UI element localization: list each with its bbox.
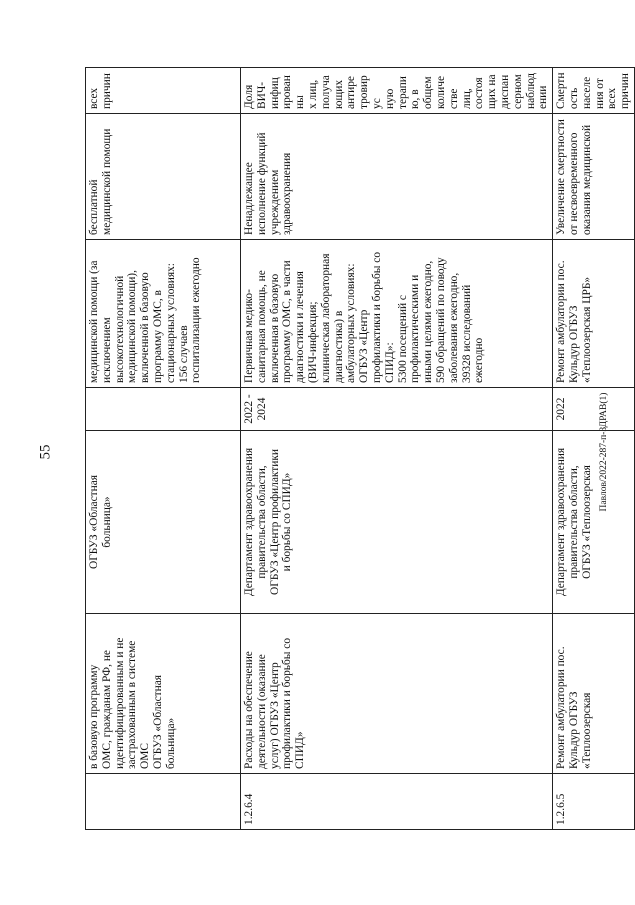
executor-text: ОГБУЗ «Теплоозерская — [580, 465, 593, 579]
risk-text: исполнение функций — [255, 132, 268, 235]
measure-number-cell — [86, 774, 241, 830]
period-cell — [86, 388, 241, 431]
measure-text: в базовую программу — [88, 664, 100, 769]
result-text: 590 обращений по поводу — [434, 257, 447, 383]
executor-text: правительства области, — [567, 465, 580, 579]
year-text: 2022 - — [243, 394, 255, 424]
result-text: (ВИЧ-инфекция; — [306, 301, 319, 383]
result-text: СПИД»: — [383, 342, 396, 383]
indicator-text: Смертность — [555, 72, 580, 109]
executor-text: ОГБУЗ «Центр профилактики — [268, 449, 281, 595]
executor-text: правительства области, — [255, 465, 268, 579]
risk-text: от несвоевременного — [567, 132, 580, 235]
risk-text: Увеличение смертности — [555, 119, 568, 235]
executor-text: Департамент здравоохранения — [555, 447, 568, 597]
indicator-text: всех причин — [606, 73, 632, 109]
measure-text: СПИД» — [294, 731, 307, 769]
measure-text: застрахованным в системе — [126, 640, 139, 769]
table-row — [86, 68, 241, 830]
measure-text: «Теплоозерская — [580, 692, 593, 769]
risk-cell — [86, 114, 241, 240]
risk-text: Ненадлежащее — [243, 162, 255, 235]
measure-text: Ремонт амбулатории пос. — [555, 646, 568, 769]
program-measures-table — [85, 67, 635, 830]
result-text: «Теплоозерская ЦРБ» — [580, 276, 593, 383]
measure-text: ОМС, гражданам РФ, не — [100, 650, 113, 769]
measure-text: деятельности (оказание — [255, 654, 268, 769]
executor-text: и борьбы со СПИД» — [281, 472, 294, 572]
indicator-text: общем — [422, 76, 435, 109]
result-text: клиническая лабораторная — [319, 253, 332, 383]
num-text: 1.2.6.5 — [555, 793, 568, 825]
indicator-text: Доля ВИЧ- — [243, 81, 268, 109]
risk-text: оказания медицинской — [580, 124, 593, 235]
result-text: Ремонт амбулатории пос. — [555, 260, 568, 383]
result-text: профилактики и борьбы со — [370, 251, 383, 383]
result-text: амбулаторных условиях: — [345, 263, 358, 383]
measure-text: услуг) ОГБУЗ «Центр — [268, 662, 281, 769]
table-row — [553, 68, 635, 830]
indicator-text: антиретровирус — [345, 75, 383, 109]
result-text: 5300 посещений с — [396, 295, 409, 383]
indicator-text: всех причин — [88, 73, 113, 109]
page-number: 55 — [37, 444, 54, 460]
result-text: высокотехнологичной — [113, 275, 126, 383]
measure-name-cell — [553, 614, 635, 774]
result-text: 39328 исследований — [460, 284, 473, 383]
risk-text: здравоохранения — [281, 152, 294, 235]
indicator-text: диспансерном — [498, 74, 524, 109]
indicator-text: ную терапию, в — [383, 76, 422, 109]
measure-number-cell — [553, 774, 635, 830]
expected-result-cell — [241, 240, 553, 388]
indicator-cell — [553, 68, 635, 114]
result-text: программу ОМС, в части — [281, 260, 294, 383]
executor-text: ОГБУЗ «Областная — [88, 474, 100, 570]
measure-text: Кульдур ОГБУЗ — [567, 691, 580, 769]
num-text: 1.2.6.4 — [243, 793, 255, 825]
result-text: стационарных условиях: — [164, 263, 177, 383]
measure-text: ОГБУЗ «Областная — [151, 674, 164, 769]
indicator-text: наблюдении — [524, 72, 550, 109]
indicator-text: х лиц, — [306, 79, 319, 109]
result-text: программу ОМС, в — [151, 290, 164, 383]
result-text: исключением — [100, 317, 113, 383]
executor-text: больница» — [100, 496, 113, 548]
result-text: Кульдур ОГБУЗ — [567, 305, 580, 383]
executor-cell — [86, 431, 241, 614]
result-text: 156 случаев — [177, 325, 190, 383]
measure-number-cell — [241, 774, 553, 830]
result-text: Первичная медико- — [243, 289, 255, 383]
result-text: диагностики и лечения — [294, 271, 307, 383]
risk-text: учреждением — [268, 169, 281, 235]
indicator-text: инфицированны — [268, 75, 307, 109]
indicator-text: количестве лиц, — [434, 75, 473, 109]
result-text: ежегодно — [473, 337, 486, 383]
measure-name-cell — [86, 614, 241, 774]
risk-text: бесплатной — [88, 179, 100, 235]
risk-cell — [553, 114, 635, 240]
measure-text: Расходы на обеспечение — [243, 651, 255, 769]
measure-text: идентифицированным и не — [113, 637, 126, 769]
expected-result-cell — [86, 240, 241, 388]
result-text: санитарная помощь, не — [255, 270, 268, 383]
result-text: ОГБУЗ «Центр — [358, 309, 371, 383]
expected-result-cell — [553, 240, 635, 388]
executor-cell — [241, 431, 553, 614]
result-text: включенная в базовую — [268, 273, 281, 383]
executor-text: Департамент здравоохранения — [243, 447, 255, 597]
period-cell — [553, 388, 635, 431]
table-row — [241, 68, 553, 830]
year-text: 2022 — [555, 397, 568, 421]
measure-text: больница» — [164, 717, 177, 769]
indicator-text: населения от — [580, 76, 606, 109]
result-text: заболевания ежегодно, — [447, 272, 460, 383]
indicator-text: получающих — [319, 75, 345, 109]
executor-cell — [553, 431, 635, 614]
result-text: иными целями ежегодно, — [422, 260, 435, 383]
risk-cell — [241, 114, 553, 240]
measure-text: профилактики и борьбы со — [281, 637, 294, 769]
document-id: Павлов/2022-287-п-ЗДРАВ(1) — [599, 392, 609, 512]
measure-text: ОМС — [139, 743, 152, 769]
measure-name-cell — [241, 614, 553, 774]
result-text: диагностика) в — [332, 310, 345, 383]
indicator-cell — [241, 68, 553, 114]
result-text: госпитализации ежегодно — [190, 257, 203, 383]
period-cell — [241, 388, 553, 431]
risk-text: медицинской помощи — [100, 128, 113, 235]
result-text: включенной в базовую — [139, 272, 152, 383]
result-text: медицинской помощи (за — [88, 260, 100, 383]
indicator-text: состоящих на — [473, 74, 499, 109]
result-text: профилактическими и — [409, 274, 422, 383]
result-text: медицинской помощи), — [126, 270, 139, 383]
year-text: 2024 — [255, 397, 268, 421]
indicator-cell — [86, 68, 241, 114]
